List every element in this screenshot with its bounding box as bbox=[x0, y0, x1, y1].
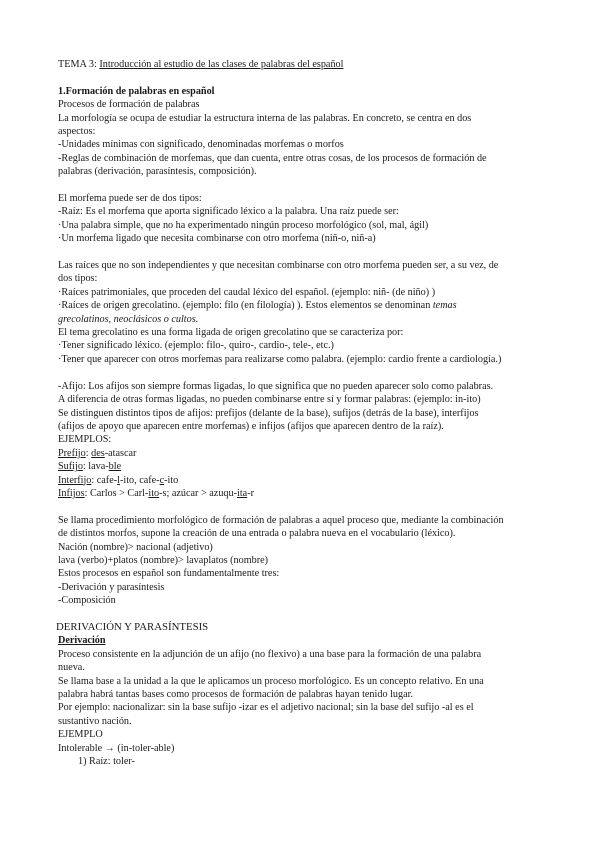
subheading-procesos: Procesos de formación de palabras bbox=[58, 99, 200, 111]
paragraph-line: La morfología se ocupa de estudiar la estructura interna de las palabras. En concreto, se centra en dos bbox=[58, 112, 472, 124]
paragraph-line: -Raíz: Es el morfema que aporta significado léxico a la palabra. Una raíz puede ser: bbox=[58, 206, 399, 218]
paragraph-line: ·Raíces de origen grecolatino. (ejemplo: filo (en filología) ). Estos elementos se denominan temas bbox=[58, 300, 457, 312]
section-title-derivacion-parasintesis: DERIVACIÓN Y PARASÍNTESIS bbox=[56, 620, 209, 633]
paragraph-line: ·Una palabra simple, que no ha experimentado ningún proceso morfológico (sol, mal, ágil) bbox=[58, 219, 429, 231]
paragraph-line: El tema grecolatino es una forma ligada de origen grecolatino que se caracteriza por: bbox=[58, 327, 404, 339]
paragraph-line: -Derivación y parasíntesis bbox=[58, 581, 165, 593]
paragraph-line: palabras (derivación, parasíntesis, composición). bbox=[58, 166, 257, 178]
example-infijos: Infijos: Carlos > Carl-ito-s; azúcar > azuqu-ita-r bbox=[58, 487, 254, 499]
paragraph-line: ·Un morfema ligado que necesita combinarse con otro morfema (niñ-o, niñ-a) bbox=[58, 233, 376, 245]
ejemplos-label: EJEMPLOS: bbox=[58, 434, 112, 446]
paragraph-line: de distintos morfos, supone la creación de una entrada o palabra nueva en el vocabulario (léxico). bbox=[58, 528, 456, 540]
paragraph-line: sustantivo nación. bbox=[58, 715, 132, 727]
paragraph-line: ·Tener que aparecer con otros morfemas para realizarse como palabra. (ejemplo: cardio frente a cardiología.) bbox=[58, 353, 502, 365]
paragraph-line: Se llama base a la unidad a la que le aplicamos un proceso morfológico. Es un concepto relativo. En una bbox=[58, 675, 484, 687]
paragraph-line: nueva. bbox=[58, 662, 85, 674]
paragraph-line: ·Raíces patrimoniales, que proceden del caudal léxico del español. (ejemplo: niñ- (de niño) ) bbox=[58, 286, 436, 298]
example-intolerable: Intolerable → (in-toler-able) bbox=[58, 742, 175, 754]
paragraph-line: A diferencia de otras formas ligadas, no pueden combinarse entre sí y formar palabras: (ejemplo: in-ito) bbox=[58, 394, 481, 406]
paragraph-line: Estos procesos en español son fundamentalmente tres: bbox=[58, 568, 280, 580]
paragraph-line: Se llama procedimiento morfológico de formación de palabras a aquel proceso que, mediante la combinación bbox=[58, 514, 504, 526]
paragraph-line: aspectos: bbox=[58, 126, 96, 138]
list-item: 1) Raíz: toler- bbox=[78, 756, 135, 768]
paragraph-line: palabra habrá tantas bases como procesos de formación de palabras hayan tenido lugar. bbox=[58, 689, 414, 700]
example-interfijo: Interfijo: cafe-l-ito, cafe-c-ito bbox=[58, 474, 179, 486]
paragraph-line: grecolatinos, neoclásicos o cultos. bbox=[58, 313, 199, 325]
paragraph-line: -Unidades mínimas con significado, denominadas morfemas o morfos bbox=[58, 139, 344, 151]
document-page bbox=[58, 58, 546, 768]
paragraph-line: Las raíces que no son independientes y que necesitan combinarse con otro morfema pueden ser, a su vez, de bbox=[58, 260, 499, 272]
example-prefijo: Prefijo: des-atascar bbox=[58, 447, 137, 459]
section-heading-formacion: 1.Formación de palabras en español bbox=[58, 85, 215, 97]
paragraph-line: lava (verbo)+platos (nombre)> lavaplatos (nombre) bbox=[58, 554, 269, 566]
paragraph-line: Proceso consistente en la adjunción de un afijo (no flexivo) a una base para la formación de una palabra bbox=[58, 648, 482, 660]
ejemplo-label: EJEMPLO bbox=[58, 729, 103, 741]
paragraph-line: -Afijo: Los afijos son siempre formas ligadas, lo que significa que no pueden aparecer solo como palabras. bbox=[58, 380, 494, 392]
paragraph-line: ·Tener significado léxico. (ejemplo: filo-, quiro-, cardio-, tele-, etc.) bbox=[58, 340, 334, 352]
paragraph-line: Nación (nombre)> nacional (adjetivo) bbox=[58, 541, 213, 553]
paragraph-line: El morfema puede ser de dos tipos: bbox=[58, 193, 202, 205]
document-title: TEMA 3: Introducción al estudio de las clases de palabras del español bbox=[58, 59, 344, 70]
heading-derivacion: Derivación bbox=[58, 635, 106, 647]
paragraph-line: dos tipos: bbox=[58, 273, 98, 285]
paragraph-line: Se distinguen distintos tipos de afijos: prefijos (delante de la base), sufijos (detrás de la base), interfijos bbox=[58, 407, 479, 419]
paragraph-line: -Reglas de combinación de morfemas, que dan cuenta, entre otras cosas, de los procesos de formación de bbox=[58, 152, 487, 164]
paragraph-line: (afijos de apoyo que aparecen entre morfemas) e infijos (afijos que aparecen dentro de la raíz). bbox=[58, 420, 444, 432]
paragraph-line: Por ejemplo: nacionalizar: sin la base sufijo -izar es el adjetivo nacional; sin la base del sufijo -al es el bbox=[58, 702, 474, 714]
paragraph-line: -Composición bbox=[58, 595, 116, 607]
example-sufijo: Sufijo: lava-ble bbox=[58, 461, 122, 473]
